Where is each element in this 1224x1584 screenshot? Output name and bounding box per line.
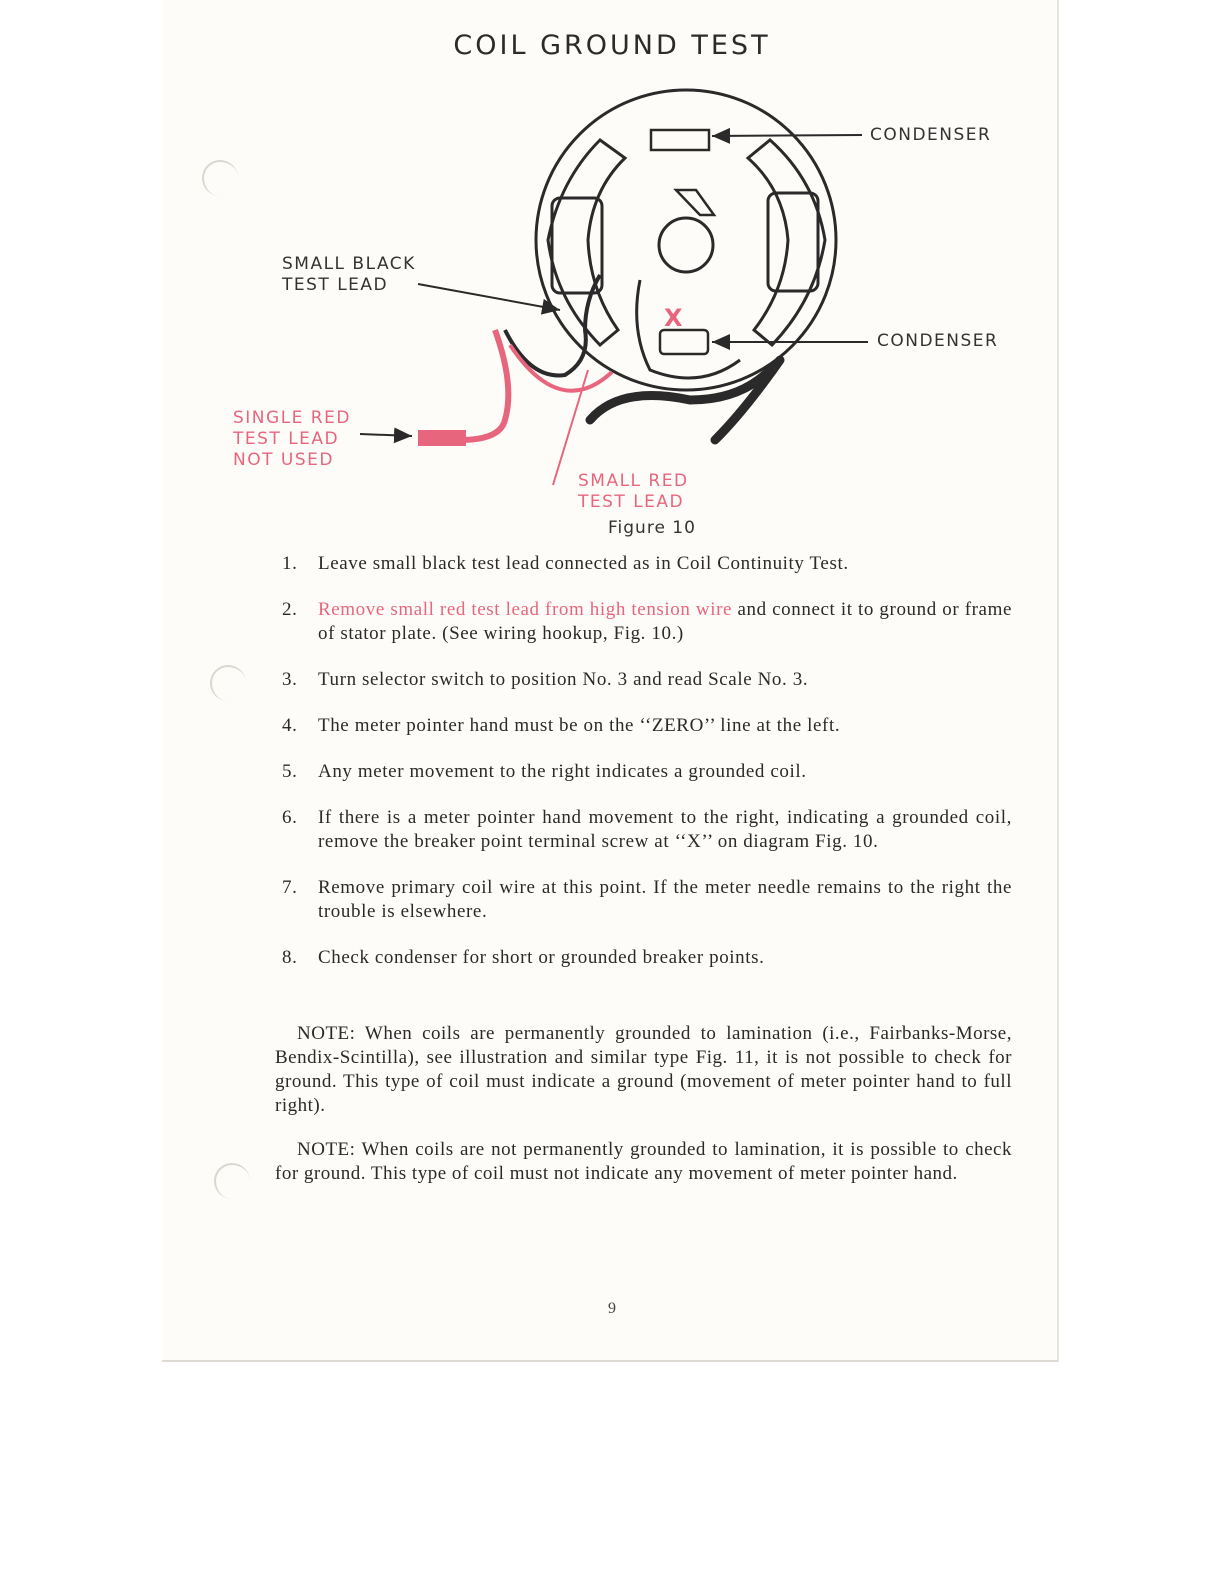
step-item: 3. Turn selector switch to position No. 3 and read Scale No. 3. bbox=[282, 669, 809, 690]
instruction-steps bbox=[282, 552, 1012, 992]
small-red-lead-label: SMALL RED TEST LEAD bbox=[578, 471, 689, 512]
note-grounded-lamination: NOTE: When coils are permanently grounded to lamination (i.e., Fairbanks-Morse, Bendix-Scintilla), see illustration and similar type Fig. 11, it is not possible to check for ground. This type of coil must indicate a ground (movement of meter pointer hand to full right). bbox=[275, 1023, 1012, 1116]
small-black-lead-label: SMALL BLACK TEST LEAD bbox=[282, 254, 416, 295]
single-red-test-lead bbox=[420, 330, 508, 440]
condenser-top-label: CONDENSER bbox=[870, 125, 992, 145]
single-red-clip bbox=[418, 430, 466, 446]
lower-condenser bbox=[660, 330, 708, 354]
single-red-lead-label: SINGLE RED TEST LEAD NOT USED bbox=[233, 408, 351, 470]
figure-caption: Figure 10 bbox=[608, 518, 696, 538]
step-item: 5. Any meter movement to the right indicates a grounded coil. bbox=[282, 761, 807, 782]
cam bbox=[659, 218, 713, 272]
highlighted-instruction: Remove small red test lead from high tension wire bbox=[318, 599, 733, 620]
note-not-grounded: NOTE: When coils are not permanently grounded to lamination, it is possible to check for ground. This type of coil must not indicate any movement of meter pointer hand. bbox=[275, 1139, 1012, 1184]
page-number: 9 bbox=[608, 1300, 616, 1317]
top-condenser bbox=[651, 130, 709, 150]
step-item: 4. The meter pointer hand must be on the ‘‘ZERO’’ line at the left. bbox=[282, 715, 841, 736]
step-item: 6. If there is a meter pointer hand movement to the right, indicating a grounded coil, remove the breaker point terminal screw at ‘‘X’’ on diagram Fig. 10. bbox=[282, 807, 1012, 852]
punch-hole bbox=[210, 665, 246, 701]
step-item: 2. Remove small red test lead from high tension wire and connect it to ground or frame of stator plate. (See wiring hookup, Fig. 10.) bbox=[282, 599, 1013, 644]
step-item: 1. Leave small black test lead connected as in Coil Continuity Test. bbox=[282, 553, 849, 574]
page-title: COIL GROUND TEST bbox=[453, 30, 771, 61]
small-red-test-lead bbox=[510, 345, 612, 391]
step-item: 7. Remove primary coil wire at this point. If the meter needle remains to the right the trouble is elsewhere. bbox=[282, 877, 1012, 922]
breaker-arm bbox=[676, 190, 714, 215]
condenser-right-label: CONDENSER bbox=[877, 331, 999, 351]
right-lamination bbox=[748, 140, 825, 345]
step-item: 8. Check condenser for short or grounded breaker points. bbox=[282, 947, 765, 968]
punch-hole bbox=[214, 1163, 250, 1199]
x-mark: X bbox=[664, 304, 683, 332]
right-coil bbox=[768, 193, 818, 291]
